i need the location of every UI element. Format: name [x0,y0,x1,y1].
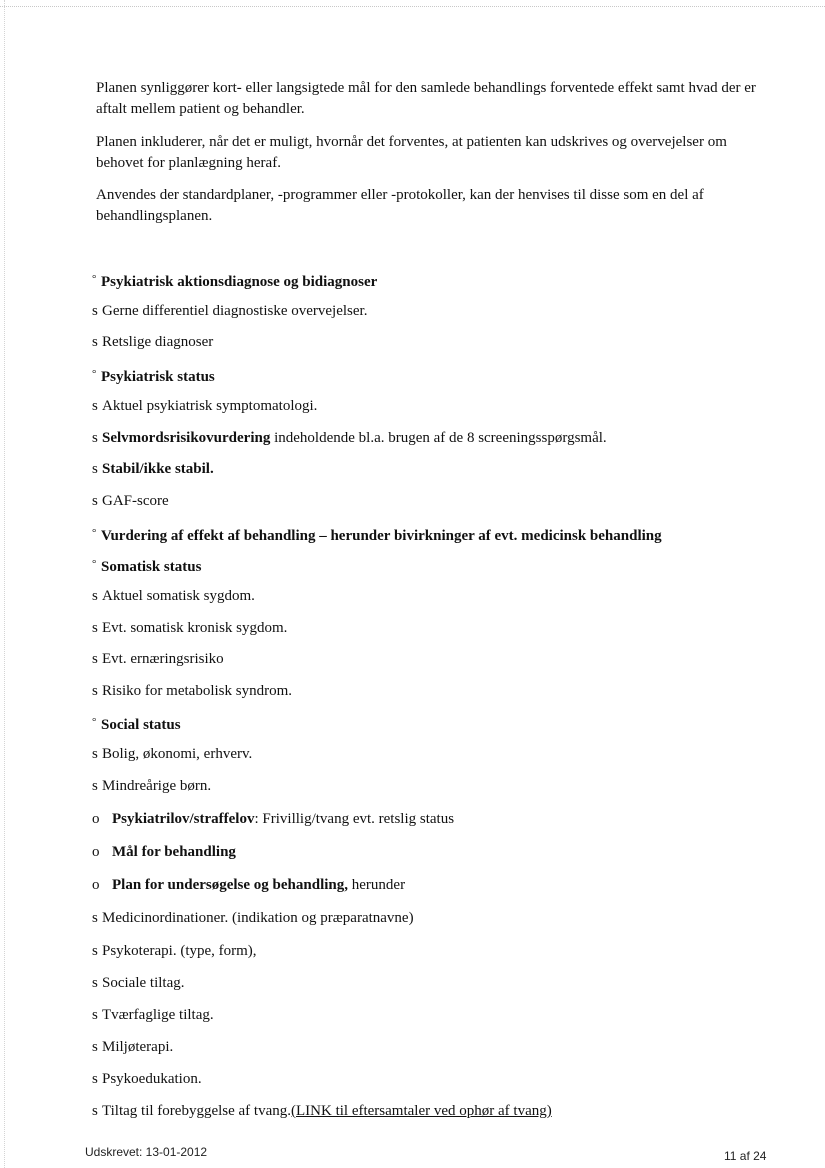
section-heading-treatment-goals [92,842,792,862]
page-edge-left [4,0,5,1168]
bullet-marker: s [92,430,98,446]
bullet-marker: s [92,588,98,604]
item-text: indeholdende bl.a. brugen af de 8 screeningsspørgsmål. [270,430,607,446]
bullet-marker: o [92,811,100,827]
list-item [92,744,792,764]
item-text: herunder [348,877,406,893]
bullet-marker: s [92,1071,98,1087]
bullet-marker: s [92,975,98,991]
bullet-marker: s [92,778,98,794]
bullet-marker: s [92,303,98,319]
item-text: Evt. ernæringsrisiko [102,651,224,667]
item-bold: Somatisk status [101,559,202,575]
page-number: 11 af 24 [724,1149,767,1163]
print-date: Udskrevet: 13-01-2012 [85,1145,208,1159]
item-text: Retslige diagnoser [102,334,214,350]
item-bold: Psykiatrisk aktionsdiagnose og bidiagnoser [101,274,378,290]
list-item [92,681,792,701]
bullet-marker: s [92,1039,98,1055]
list-item [92,428,792,448]
list-item [92,941,792,961]
list-item [92,396,792,416]
list-item [92,908,792,928]
item-text: GAF-score [102,493,169,509]
list-item [92,973,792,993]
bullet-marker: s [92,910,98,926]
list-item [92,301,792,321]
list-item [92,332,792,352]
section-heading-psychiatric-status [92,364,792,387]
item-text: Bolig, økonomi, erhverv. [102,746,253,762]
bullet-marker: ° [92,716,97,728]
item-text: Psykoterapi. (type, form), [102,943,257,959]
item-bold: Stabil/ikke stabil. [102,461,214,477]
bullet-marker: s [92,620,98,636]
item-text: Aktuel somatisk sygdom. [102,588,255,604]
section-heading-diagnoses [92,269,792,292]
intro-paragraph-3: Anvendes der standardplaner, -programmer eller -protokoller, kan der henvises til disse som en del af behandlingsplanen. [96,187,704,224]
item-bold: Psykiatrisk status [101,369,215,385]
bullet-marker: s [92,461,98,477]
list-item [92,1101,792,1121]
list-item [92,1037,792,1057]
section-heading-social-status [92,712,792,735]
bullet-marker: ° [92,368,97,380]
item-text: Psykoedukation. [102,1071,202,1087]
item-text: Mindreårige børn. [102,778,212,794]
item-bold: Psykiatrilov/straffelov [112,811,255,827]
bullet-marker: ° [92,527,97,539]
list-item [92,459,792,479]
list-item [92,776,792,796]
intro-paragraph-1: Planen synliggører kort- eller langsigtede mål for den samlede behandlings forventede effekt samt hvad der er aftalt mellem patient og behandler. [96,80,756,117]
item-text: Medicinordinationer. (indikation og præparatnavne) [102,910,414,926]
bullet-marker: s [92,651,98,667]
section-heading-somatic-status [92,554,792,577]
bullet-marker: o [92,877,100,893]
item-bold: Plan for undersøgelse og behandling, [112,877,349,893]
bullet-marker: s [92,334,98,350]
bullet-marker: o [92,844,100,860]
item-text: Sociale tiltag. [102,975,185,991]
bullet-marker: ° [92,558,97,570]
item-bold: Selvmordsrisikovurdering [102,430,271,446]
item-bold: Social status [101,717,181,733]
bullet-marker: s [92,493,98,509]
bullet-marker: s [92,943,98,959]
item-text: Evt. somatisk kronisk sygdom. [102,620,288,636]
coercion-debrief-link[interactable]: (LINK til eftersamtaler ved ophør af tvang) [291,1103,552,1119]
item-bold: Mål for behandling [112,844,236,860]
item-text: Gerne differentiel diagnostiske overvejelser. [102,303,368,319]
list-item [92,586,792,606]
list-item [92,491,792,511]
item-text: Tværfaglige tiltag. [102,1007,214,1023]
list-item [92,1005,792,1025]
item-bold: Vurdering af effekt af behandling – herunder bivirkninger af evt. medicinsk behandling [101,528,662,544]
intro-paragraph-2: Planen inkluderer, når det er muligt, hvornår det forventes, at patienten kan udskrives og overvejelser om behovet for planlægning heraf. [96,134,727,171]
bullet-marker: s [92,1103,98,1119]
item-text: : Frivillig/tvang evt. retslig status [254,811,455,827]
list-item [92,1069,792,1089]
item-text: Risiko for metabolisk syndrom. [102,683,292,699]
item-text: Tiltag til forebyggelse af tvang. [102,1103,291,1119]
section-heading-examination-plan [92,875,792,895]
section-heading-psychiatry-law [92,809,792,829]
item-text: Miljøterapi. [102,1039,174,1055]
page-edge-top [0,6,825,7]
bullet-marker: s [92,1007,98,1023]
list-item [92,649,792,669]
list-item [92,618,792,638]
bullet-marker: s [92,746,98,762]
item-text: Aktuel psykiatrisk symptomatologi. [102,398,318,414]
bullet-marker: s [92,398,98,414]
bullet-marker: ° [92,273,97,285]
section-heading-treatment-effect [92,523,792,546]
bullet-marker: s [92,683,98,699]
